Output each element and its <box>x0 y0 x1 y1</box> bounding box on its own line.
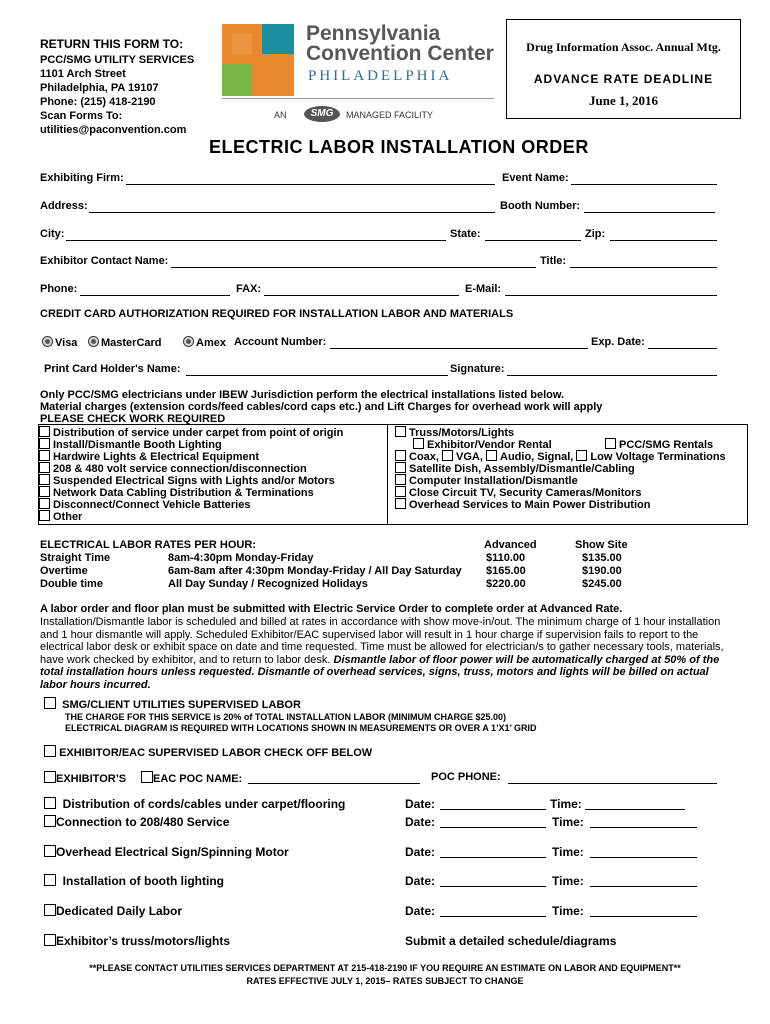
work-required-grid <box>38 424 748 525</box>
signature-label: Signature: <box>450 363 505 375</box>
logo-an: AN <box>274 110 287 120</box>
rate-show-site: $190.00 <box>582 565 622 577</box>
return-line: Scan Forms To: <box>40 110 123 122</box>
submit-schedule-note: Submit a detailed schedule/diagrams <box>405 934 617 948</box>
time-label: Time: <box>552 874 584 888</box>
exhibitor-eac-option[interactable]: EXHIBITOR/EAC SUPERVISED LABOR CHECK OFF BELOW <box>44 745 372 759</box>
work-item-other[interactable]: Other <box>39 510 82 523</box>
phone-label: Phone: <box>40 283 78 295</box>
rates-col-advanced: Advanced <box>484 539 537 551</box>
time-label: Time: <box>550 797 582 811</box>
return-line: PCC/SMG UTILITY SERVICES <box>40 54 195 66</box>
poc-phone-field[interactable] <box>508 771 717 784</box>
checkbox[interactable] <box>486 450 497 461</box>
checkbox[interactable] <box>39 474 50 485</box>
deadline-label: ADVANCE RATE DEADLINE <box>533 72 714 86</box>
work-item-coax[interactable]: Coax, VGA, Audio, Signal, Low Voltage Terminations <box>395 450 726 463</box>
supervised-diagram-note: ELECTRICAL DIAGRAM IS REQUIRED WITH LOCATIONS SHOWN IN MEASUREMENTS OR OVER A 1’X1’ GRID <box>65 723 537 733</box>
exhibiting-firm-field[interactable] <box>126 172 495 185</box>
time-field[interactable] <box>590 815 697 828</box>
work-item-suspended-signs[interactable]: Suspended Electrical Signs with Lights and/or Motors <box>39 474 335 487</box>
mastercard-label: MasterCard <box>101 337 162 349</box>
exp-date-label: Exp. Date: <box>591 336 645 348</box>
date-field[interactable] <box>440 815 546 828</box>
return-address <box>40 37 194 137</box>
checkbox[interactable] <box>39 450 50 461</box>
form-title: ELECTRIC LABOR INSTALLATION ORDER <box>209 137 589 157</box>
checkbox[interactable] <box>395 486 406 497</box>
checkbox[interactable] <box>395 462 406 473</box>
checkbox[interactable] <box>44 797 56 809</box>
logo-managed-facility: MANAGED FACILITY <box>346 110 434 120</box>
checkbox[interactable] <box>141 771 153 783</box>
return-line: Phone: (215) 418-2190 <box>40 96 156 108</box>
fax-label: FAX: <box>236 283 262 295</box>
deadline-date: June 1, 2016 <box>589 93 658 108</box>
checkbox[interactable] <box>395 450 406 461</box>
work-item-satellite[interactable]: Satellite Dish, Assembly/Dismantle/Cabling <box>395 462 635 475</box>
work-item-computer[interactable]: Computer Installation/Dismantle <box>395 474 578 487</box>
task-overhead-sign[interactable]: Overhead Electrical Sign/Spinning Motor <box>44 845 289 859</box>
checkbox[interactable] <box>39 486 50 497</box>
return-line: 1101 Arch Street <box>40 68 126 80</box>
date-field[interactable] <box>440 845 546 858</box>
event-name-field[interactable] <box>571 172 717 185</box>
smg-logo: SMG <box>304 106 340 122</box>
checkbox[interactable] <box>44 904 56 916</box>
checkbox[interactable] <box>413 438 424 449</box>
time-label: Time: <box>552 904 584 918</box>
work-item-pcc-rentals[interactable]: PCC/SMG Rentals <box>605 438 713 451</box>
checkbox[interactable] <box>39 498 50 509</box>
checkbox[interactable] <box>44 934 56 946</box>
time-field[interactable] <box>590 874 697 887</box>
grid-divider <box>387 425 388 524</box>
task-distribution[interactable]: Distribution of cords/cables under carpet/flooring <box>44 797 345 811</box>
booth-number-label: Booth Number: <box>500 200 581 212</box>
task-connection[interactable]: Connection to 208/480 Service <box>44 815 229 829</box>
event-name: Drug Information Assoc. Annual Mtg. <box>526 40 721 54</box>
contact-name-field[interactable] <box>171 255 536 268</box>
checkbox[interactable] <box>442 450 453 461</box>
signature-field[interactable] <box>507 363 717 376</box>
fax-field[interactable] <box>264 283 459 296</box>
logo-divider <box>222 98 494 99</box>
logo-city: PHILADELPHIA <box>308 68 453 84</box>
checkbox[interactable] <box>44 745 56 757</box>
checkbox[interactable] <box>395 426 406 437</box>
title-field[interactable] <box>570 255 717 268</box>
city-label: City: <box>40 228 65 240</box>
rate-advanced: $165.00 <box>486 565 526 577</box>
supervised-charge-note: THE CHARGE FOR THIS SERVICE is 20% of TOTAL INSTALLATION LABOR (MINIMUM CHARGE $25.00) <box>65 712 507 722</box>
rate-advanced: $220.00 <box>486 578 526 590</box>
checkbox[interactable] <box>44 697 56 709</box>
city-field[interactable] <box>66 228 446 241</box>
card-holder-field[interactable] <box>186 363 448 376</box>
logo-title-convention-center: Convention Center <box>306 42 494 65</box>
rate-time: All Day Sunday / Recognized Holidays <box>168 578 368 590</box>
material-charges-notice: Material charges (extension cords/feed cables/cord caps etc.) and Lift Charges for overhead work will apply <box>40 401 603 413</box>
date-label: Date: <box>405 845 436 859</box>
date-label: Date: <box>405 797 436 811</box>
state-field[interactable] <box>485 228 581 241</box>
rates-heading: ELECTRICAL LABOR RATES PER HOUR: <box>40 539 256 551</box>
rate-advanced: $110.00 <box>486 552 526 564</box>
phone-field[interactable] <box>80 283 230 296</box>
pcc-logo <box>222 22 496 126</box>
checkbox[interactable] <box>44 771 56 783</box>
work-item-distribution[interactable]: Distribution of service under carpet from point of origin <box>39 426 343 439</box>
footer-rates-effective: RATES EFFECTIVE JULY 1, 2015– RATES SUBJECT TO CHANGE <box>246 976 524 986</box>
date-field[interactable] <box>440 797 546 810</box>
work-item-truss[interactable]: Truss/Motors/Lights <box>395 426 514 439</box>
time-label: Time: <box>552 845 584 859</box>
cc-heading: CREDIT CARD AUTHORIZATION REQUIRED FOR INSTALLATION LABOR AND MATERIALS <box>40 308 514 320</box>
rate-name: Double time <box>40 578 103 590</box>
mastercard-option[interactable] <box>88 336 162 349</box>
rate-name: Overtime <box>40 565 88 577</box>
eac-poc-option[interactable]: EAC POC NAME: <box>141 771 242 785</box>
email-label: E-Mail: <box>465 283 502 295</box>
date-field[interactable] <box>440 904 546 917</box>
zip-field[interactable] <box>610 228 717 241</box>
return-heading: RETURN THIS FORM TO: <box>40 37 184 51</box>
rate-time: 8am-4:30pm Monday-Friday <box>168 552 314 564</box>
checkbox[interactable] <box>39 426 50 437</box>
work-item-network-data[interactable]: Network Data Cabling Distribution & Terminations <box>39 486 314 499</box>
checkbox[interactable] <box>576 450 587 461</box>
visa-radio[interactable] <box>42 336 53 347</box>
checkbox[interactable] <box>39 510 50 521</box>
task-booth-lighting[interactable]: Installation of booth lighting <box>44 874 224 888</box>
checkbox[interactable] <box>44 874 56 886</box>
account-number-label: Account Number: <box>234 336 327 348</box>
account-number-field[interactable] <box>330 336 588 349</box>
work-item-booth-lighting[interactable]: Install/Dismantle Booth Lighting <box>39 438 222 451</box>
work-item-hardwire[interactable]: Hardwire Lights & Electrical Equipment <box>39 450 259 463</box>
work-item-overhead[interactable]: Overhead Services to Main Power Distribution <box>395 498 650 511</box>
date-label: Date: <box>405 874 436 888</box>
work-item-208-480[interactable]: 208 & 480 volt service connection/disconnection <box>39 462 307 475</box>
date-field[interactable] <box>440 874 546 887</box>
eac-poc-name-field[interactable] <box>248 771 420 784</box>
exhibiting-firm-label: Exhibiting Firm: <box>40 172 124 184</box>
address-field[interactable] <box>89 200 495 213</box>
exhibitors-option[interactable]: EXHIBITOR’S <box>44 771 126 785</box>
checkbox[interactable] <box>395 498 406 509</box>
task-dedicated-labor[interactable]: Dedicated Daily Labor <box>44 904 182 918</box>
visa-label: Visa <box>55 337 78 349</box>
check-work-heading: PLEASE CHECK WORK REQUIRED <box>40 413 226 425</box>
time-label: Time: <box>552 815 584 829</box>
email-field[interactable] <box>505 283 717 296</box>
time-field[interactable] <box>590 845 697 858</box>
amex-radio[interactable] <box>183 336 194 347</box>
poc-phone-label: POC PHONE: <box>431 771 501 783</box>
policy-heading: A labor order and floor plan must be submitted with Electric Service Order to complete order at Advanced Rate. <box>40 603 623 615</box>
rate-show-site: $135.00 <box>582 552 622 564</box>
policy-dismantle: Dismantle labor of floor power will be automatically charged at 50% of the total installation hours unless requested. Dismantle of overhead services, signs, truss, motors and lights will be billed on actual labor hours incurred. <box>40 653 720 691</box>
return-line: Philadelphia, PA 19107 <box>40 82 159 94</box>
time-field[interactable] <box>585 797 685 810</box>
work-item-exhibitor-rental[interactable]: Exhibitor/Vendor Rental <box>413 438 552 451</box>
booth-number-field[interactable] <box>584 200 715 213</box>
state-label: State: <box>450 228 481 240</box>
smg-supervised-option[interactable]: SMG/CLIENT UTILITIES SUPERVISED LABOR <box>44 697 301 711</box>
title-label: Title: <box>540 255 567 267</box>
checkbox[interactable] <box>44 815 56 827</box>
amex-option[interactable] <box>183 336 226 349</box>
card-holder-label: Print Card Holder's Name: <box>44 363 181 375</box>
rate-name: Straight Time <box>40 552 111 564</box>
zip-label: Zip: <box>585 228 606 240</box>
rate-show-site: $245.00 <box>582 578 622 590</box>
checkbox[interactable] <box>39 462 50 473</box>
date-label: Date: <box>405 904 436 918</box>
task-truss[interactable]: Exhibitor’s truss/motors/lights <box>44 934 230 948</box>
time-field[interactable] <box>590 904 697 917</box>
work-item-vehicle-batteries[interactable]: Disconnect/Connect Vehicle Batteries <box>39 498 250 511</box>
date-label: Date: <box>405 815 436 829</box>
event-name-label: Event Name: <box>502 172 569 184</box>
visa-option[interactable] <box>42 336 77 349</box>
deadline-box <box>506 19 741 119</box>
footer-contact: **PLEASE CONTACT UTILITIES SERVICES DEPARTMENT AT 215-418-2190 IF YOU REQUIRE AN ESTIMATE ON LABOR AND EQUIPMENT** <box>89 963 681 973</box>
logo-title-pennsylvania: Pennsylvania <box>306 22 441 45</box>
checkbox[interactable] <box>39 438 50 449</box>
checkbox[interactable] <box>44 845 56 857</box>
rates-col-show-site: Show Site <box>575 539 628 551</box>
checkbox[interactable] <box>605 438 616 449</box>
return-email: utilities@paconvention.com <box>40 124 187 136</box>
pcc-logo-mark <box>222 24 294 96</box>
ibew-notice: Only PCC/SMG electricians under IBEW Jurisdiction perform the electrical installations listed below. <box>40 389 565 401</box>
contact-name-label: Exhibitor Contact Name: <box>40 255 169 267</box>
address-label: Address: <box>40 200 88 212</box>
checkbox[interactable] <box>395 474 406 485</box>
policy-text <box>40 616 730 691</box>
policy-body: Installation/Dismantle labor is scheduled and billed at rates in accordance with show move-in/out. The minimum charge of 1 hour installation and 1 hour dismantle will apply. Scheduled Exhibitor/EAC supervised labor will result in 1 hour charge if supervision fails to report to the electrical labor desk or exhibit space on date and time requested. Time must be allowed for electrician/s to gather necessary tools, materials, have work checked by exhibitor, and to return to labor desk. <box>40 616 724 666</box>
mastercard-radio[interactable] <box>88 336 99 347</box>
rate-time: 6am-8am after 4:30pm Monday-Friday / All Day Saturday <box>168 565 462 577</box>
exp-date-field[interactable] <box>648 336 717 349</box>
work-item-cctv[interactable]: Close Circuit TV, Security Cameras/Monitors <box>395 486 642 499</box>
amex-label: Amex <box>196 337 226 349</box>
